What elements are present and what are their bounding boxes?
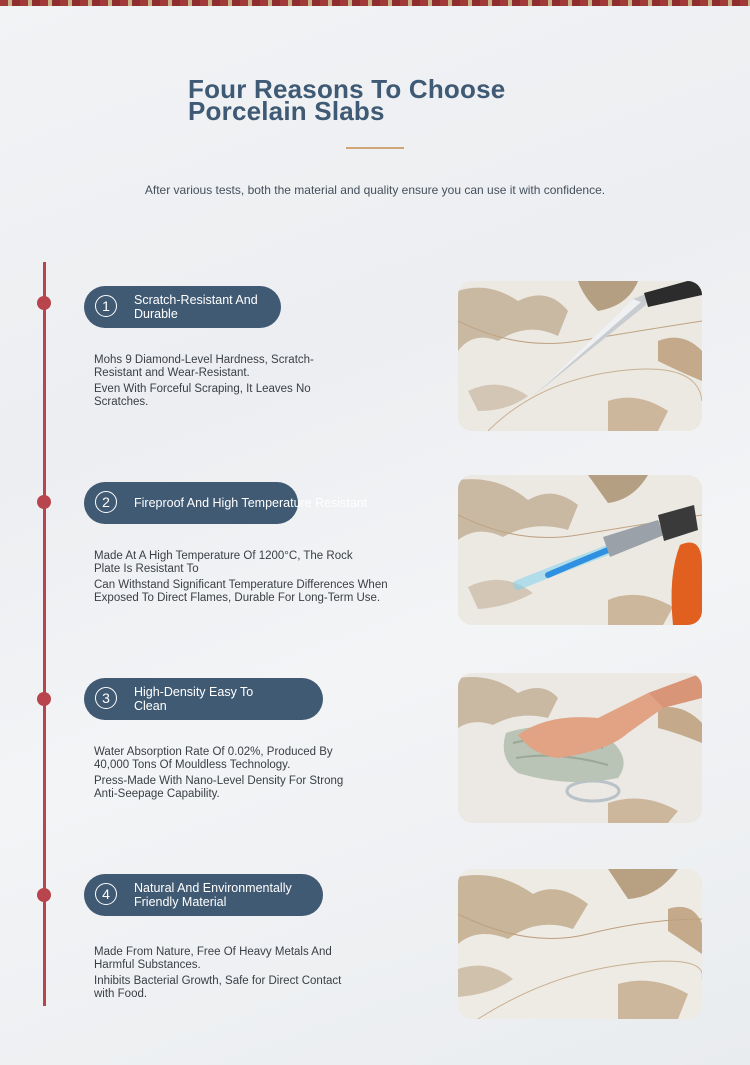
feature-4-number: 4 (95, 883, 117, 905)
timeline-dot-4 (37, 888, 51, 902)
feature-2-description (94, 550, 406, 608)
page-title (188, 74, 506, 126)
page-title-line-1: Four Reasons To Choose (188, 74, 506, 104)
page-title-line-2: Porcelain Slabs (188, 96, 385, 126)
feature-2-number: 2 (95, 491, 117, 513)
feature-2-line-1: Made At A High Temperature Of 1200°C, The Rock Plate Is Resistant To (94, 550, 353, 575)
feature-3-photo-hand-wiping (458, 673, 702, 823)
feature-1-title: Scratch-Resistant And Durable (134, 293, 258, 321)
feature-1-title-pill (84, 286, 281, 328)
feature-4-title: Natural And Environmentally Friendly Material (134, 881, 292, 909)
feature-2-line-2: Can Withstand Significant Temperature Differences When Exposed To Direct Flames, Durable For Long-Term Use. (94, 579, 388, 604)
feature-2-photo-torch (458, 475, 702, 625)
feature-1-description (94, 354, 334, 412)
feature-1-line-1: Mohs 9 Diamond-Level Hardness, Scratch-Resistant and Wear-Resistant. (94, 354, 314, 379)
feature-3-title: High-Density Easy To Clean (134, 685, 254, 713)
top-decorative-stripe (0, 0, 750, 6)
feature-4-line-1: Made From Nature, Free Of Heavy Metals And Harmful Substances. (94, 946, 332, 971)
feature-4-title-pill (84, 874, 323, 916)
feature-1-number: 1 (95, 295, 117, 317)
page-subtitle: After various tests, both the material and quality ensure you can use it with confidence. (144, 183, 606, 197)
feature-4-line-2: Inhibits Bacterial Growth, Safe for Direct Contact with Food. (94, 975, 342, 1000)
feature-1-line-2: Even With Forceful Scraping, It Leaves No Scratches. (94, 383, 311, 408)
feature-2-title-pill (84, 482, 368, 524)
feature-4-description (94, 946, 359, 1004)
feature-3-description (94, 746, 354, 804)
feature-3-number: 3 (95, 687, 117, 709)
feature-1-photo-knife (458, 281, 702, 431)
feature-3-title-pill (84, 678, 323, 720)
feature-2-title: Fireproof And High Temperature Resistant (134, 496, 368, 510)
timeline-dot-1 (37, 296, 51, 310)
feature-3-line-2: Press-Made With Nano-Level Density For Strong Anti-Seepage Capability. (94, 775, 344, 800)
timeline-dot-2 (37, 495, 51, 509)
timeline-dot-3 (37, 692, 51, 706)
title-underline (346, 147, 404, 149)
feature-4-photo-marble (458, 869, 702, 1019)
feature-3-line-1: Water Absorption Rate Of 0.02%, Produced By 40,000 Tons Of Mouldless Technology. (94, 746, 333, 771)
